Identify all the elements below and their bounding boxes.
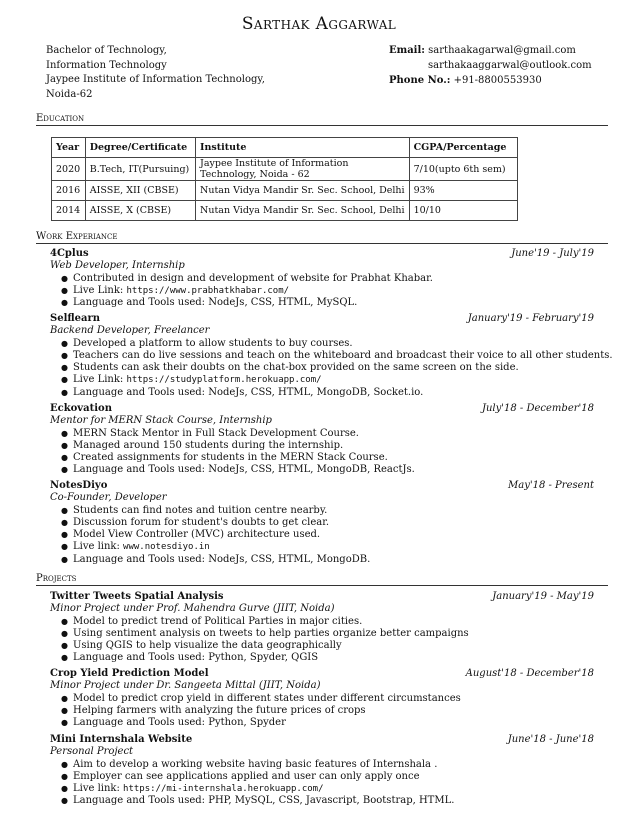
bullet-text: Language and Tools used: NodeJs, CSS, HTML, MongoDB, ReactJs. xyxy=(73,464,415,476)
table-cell: Jaypee Institute of Information Technology, Noida - 62 xyxy=(196,158,410,181)
bullet-icon: ● xyxy=(61,465,68,475)
work-entry-eckovation xyxy=(50,403,594,477)
table-cell: 2020 xyxy=(52,158,86,181)
bullet-text: Discussion forum for student's doubts to get clear. xyxy=(73,516,330,528)
list-item xyxy=(50,541,594,553)
project-entry-twitter xyxy=(50,591,594,665)
projects-section-title: Projects xyxy=(36,573,608,586)
list-item xyxy=(50,517,594,529)
table-cell: 10/10 xyxy=(409,201,517,221)
entry-dates: June'19 - July'19 xyxy=(511,248,594,259)
bullet-icon: ● xyxy=(61,542,68,552)
bullet-text: Helping farmers with analyzing the future prices of crops xyxy=(73,704,366,716)
phone-label: Phone No.: xyxy=(389,75,451,86)
bullet-icon: ● xyxy=(61,387,68,397)
entry-org: Eckovation xyxy=(50,403,112,414)
address-line: Bachelor of Technology, xyxy=(46,45,167,56)
bullet-icon: ● xyxy=(61,350,68,360)
bullet-text: Language and Tools used: Python, Spyder, QGIS xyxy=(73,652,319,664)
entry-dates: July'18 - December'18 xyxy=(481,403,594,414)
entry-dates: June'18 - June'18 xyxy=(507,734,594,745)
col-header-cgpa: CGPA/Percentage xyxy=(409,138,517,158)
bullet-icon: ● xyxy=(61,705,68,715)
list-item xyxy=(50,505,594,517)
list-item xyxy=(50,529,594,541)
bullet-text: Created assignments for students in the MERN Stack Course. xyxy=(73,452,388,464)
bullet-icon: ● xyxy=(61,653,68,663)
entry-role: Personal Project xyxy=(50,746,134,758)
list-item xyxy=(50,428,594,440)
bullet-text: Students can find notes and tuition centre nearby. xyxy=(73,504,328,516)
bullet-text: Teachers can do live sessions and teach on the whiteboard and broadcast their voice to all other students. xyxy=(73,349,613,361)
list-item xyxy=(50,338,594,350)
bullet-icon: ● xyxy=(61,718,68,728)
bullet-text: MERN Stack Mentor in Full Stack Development Course. xyxy=(73,427,359,439)
table-cell: AISSE, X (CBSE) xyxy=(85,201,195,221)
live-link[interactable]: https://mi-internshala.herokuapp.com/ xyxy=(123,784,324,795)
list-item xyxy=(50,440,594,452)
list-item xyxy=(50,783,594,795)
bullet-icon: ● xyxy=(61,517,68,527)
entry-role: Co-Founder, Developer xyxy=(50,492,167,504)
bullet-text: Live Link: xyxy=(73,374,127,386)
bullet-icon: ● xyxy=(61,530,68,540)
bullet-icon: ● xyxy=(61,771,68,781)
address-line: Jaypee Institute of Information Technology, xyxy=(46,74,265,85)
table-cell: Nutan Vidya Mandir Sr. Sec. School, Delhi xyxy=(196,181,410,201)
education-section-title: Education xyxy=(36,113,608,126)
list-item xyxy=(50,717,594,729)
live-link[interactable]: https://www.prabhatkhabar.com/ xyxy=(126,285,290,296)
bullet-icon: ● xyxy=(61,641,68,651)
project-entry-mini-internshala xyxy=(50,734,594,808)
bullet-text: Developed a platform to allow students to buy courses. xyxy=(73,337,353,349)
bullet-icon: ● xyxy=(61,363,68,373)
bullet-text: Language and Tools used: NodeJs, CSS, HTML, MongoDB. xyxy=(73,553,371,565)
bullet-text: Language and Tools used: NodeJs, CSS, HTML, MySQL. xyxy=(73,297,358,309)
list-item xyxy=(50,616,594,628)
bullet-text: Language and Tools used: NodeJs, CSS, HTML, MongoDB, Socket.io. xyxy=(73,386,424,398)
bullet-icon: ● xyxy=(61,505,68,515)
bullet-text: Using sentiment analysis on tweets to help parties organize better campaigns xyxy=(73,627,469,639)
education-header-row xyxy=(52,138,518,158)
list-item xyxy=(50,705,594,717)
address-line: Noida-62 xyxy=(46,88,93,100)
list-item xyxy=(50,640,594,652)
email-primary-link[interactable]: sarthaakagarwal@gmail.com xyxy=(428,45,576,56)
entry-role: Mentor for MERN Stack Course, Internship xyxy=(50,415,272,427)
table-row xyxy=(52,158,518,181)
bullet-icon: ● xyxy=(61,784,68,794)
bullet-icon: ● xyxy=(61,616,68,626)
list-item xyxy=(50,464,594,476)
col-header-institute: Institute xyxy=(196,138,410,158)
entry-dates: January'19 - February'19 xyxy=(467,313,594,324)
bullet-icon: ● xyxy=(61,628,68,638)
list-item xyxy=(50,759,594,771)
list-item xyxy=(50,297,594,309)
bullet-icon: ● xyxy=(61,554,68,564)
phone-value: +91-8800553930 xyxy=(453,75,542,86)
entry-role: Minor Project under Dr. Sangeeta Mittal (JIIT, Noida) xyxy=(50,680,321,692)
list-item xyxy=(50,452,594,464)
list-item xyxy=(50,652,594,664)
email-secondary-link[interactable]: sarthakaaggarwal@outlook.com xyxy=(428,59,592,71)
contact-block xyxy=(389,44,592,89)
list-item xyxy=(50,387,594,399)
table-cell: B.Tech, IT(Pursuing) xyxy=(85,158,195,181)
bullet-text: Model to predict trend of Political Parties in major cities. xyxy=(73,615,363,627)
project-entry-crop-yield xyxy=(50,668,594,729)
entry-org: Twitter Tweets Spatial Analysis xyxy=(50,591,224,602)
bullet-text: Language and Tools used: Python, Spyder xyxy=(73,717,286,729)
entry-org: NotesDiyo xyxy=(50,480,108,491)
list-item xyxy=(50,628,594,640)
list-item xyxy=(50,285,594,297)
entry-dates: January'19 - May'19 xyxy=(492,591,594,602)
entry-org: Crop Yield Prediction Model xyxy=(50,668,209,679)
bullet-text: Students can ask their doubts on the chat-box provided on the same screen on the side. xyxy=(73,362,519,374)
table-cell: Nutan Vidya Mandir Sr. Sec. School, Delhi xyxy=(196,201,410,221)
bullet-text: Contributed in design and development of website for Prabhat Khabar. xyxy=(73,272,433,284)
bullet-text: Live link: xyxy=(73,541,124,553)
bullet-icon: ● xyxy=(61,453,68,463)
entry-dates: May'18 - Present xyxy=(508,480,594,491)
email-label: Email: xyxy=(389,45,425,56)
entry-role: Web Developer, Internship xyxy=(50,260,185,272)
table-cell: 2014 xyxy=(52,201,86,221)
bullet-icon: ● xyxy=(61,273,68,283)
bullet-text: Aim to develop a working website having basic features of Internshala . xyxy=(73,758,438,770)
bullet-text: Using QGIS to help visualize the data geographically xyxy=(73,640,342,652)
entry-org: Mini Internshala Website xyxy=(50,734,193,745)
entry-org: Selflearn xyxy=(50,313,101,324)
bullet-icon: ● xyxy=(61,428,68,438)
address-block xyxy=(46,44,265,102)
bullet-text: Live Link: xyxy=(73,284,127,296)
address-line: Information Technology xyxy=(46,59,167,71)
bullet-text: Language and Tools used: PHP, MySQL, CSS, Javascript, Bootstrap, HTML. xyxy=(73,795,455,807)
col-header-degree: Degree/Certificate xyxy=(85,138,195,158)
live-link[interactable]: https://studyplatform.herokuapp.com/ xyxy=(126,375,322,386)
bullet-icon: ● xyxy=(61,796,68,806)
work-entry-notesdiyo xyxy=(50,480,594,566)
table-cell: 93% xyxy=(409,181,517,201)
bullet-text: Employer can see applications applied and user can only apply once xyxy=(73,770,420,782)
bullet-text: Live link: xyxy=(73,783,124,795)
entry-org: 4Cplus xyxy=(50,248,89,259)
bullet-icon: ● xyxy=(61,298,68,308)
bullet-icon: ● xyxy=(61,338,68,348)
list-item xyxy=(50,693,594,705)
bullet-text: Model to predict crop yield in different states under different circumstances xyxy=(73,692,461,704)
bullet-icon: ● xyxy=(61,375,68,385)
work-entry-4cplus xyxy=(50,248,594,309)
list-item xyxy=(50,795,594,807)
table-cell: AISSE, XII (CBSE) xyxy=(85,181,195,201)
list-item xyxy=(50,273,594,285)
table-row xyxy=(52,181,518,201)
bullet-text: Managed around 150 students during the internship. xyxy=(73,439,344,451)
list-item xyxy=(50,362,594,374)
list-item xyxy=(50,554,594,566)
table-cell: 2016 xyxy=(52,181,86,201)
entry-role: Minor Project under Prof. Mahendra Gurve (JIIT, Noida) xyxy=(50,603,335,615)
list-item xyxy=(50,374,594,386)
entry-role: Backend Developer, Freelancer xyxy=(50,325,210,337)
entry-dates: August'18 - December'18 xyxy=(465,668,594,679)
table-row xyxy=(52,201,518,221)
list-item xyxy=(50,349,613,362)
col-header-year: Year xyxy=(52,138,86,158)
work-section-title: Work Experiance xyxy=(36,231,608,244)
live-link[interactable]: www.notesdiyo.in xyxy=(123,542,210,553)
list-item xyxy=(50,771,594,783)
table-cell: 7/10(upto 6th sem) xyxy=(409,158,517,181)
bullet-text: Model View Controller (MVC) architecture used. xyxy=(73,529,321,541)
bullet-icon: ● xyxy=(61,440,68,450)
bullet-icon: ● xyxy=(61,759,68,769)
bullet-icon: ● xyxy=(61,285,68,295)
bullet-icon: ● xyxy=(61,693,68,703)
education-table xyxy=(51,137,518,221)
candidate-name: Sarthak Aggarwal xyxy=(241,14,397,34)
work-entry-selflearn xyxy=(50,313,613,399)
